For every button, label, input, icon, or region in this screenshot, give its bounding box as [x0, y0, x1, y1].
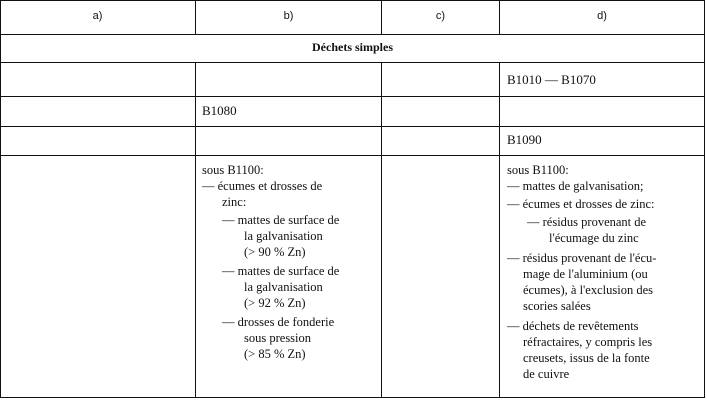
sub-list-item: — mattes de surface de	[222, 264, 340, 278]
code-b1090: B1090	[507, 132, 542, 147]
list-item-continuation: de cuivre	[523, 367, 570, 381]
list-item: — écumes et drosses de zinc:	[507, 197, 655, 211]
sub-list-item: — mattes de surface de	[222, 213, 340, 227]
code-b1080: B1080	[202, 103, 237, 118]
column-header-b: b)	[283, 10, 294, 22]
table-rule-title	[0, 62, 705, 63]
sub-list-item: — drosses de fonderie	[222, 315, 335, 329]
list-text: et	[258, 179, 268, 193]
list-item-continuation: zinc:	[222, 195, 247, 209]
list-text: — écumes	[202, 179, 256, 193]
table-rule-bottom	[0, 397, 705, 398]
list-heading: sous B1100:	[507, 163, 569, 177]
col-divider-ab	[195, 62, 196, 398]
column-header-a: a)	[92, 10, 103, 22]
table-rule-row3	[0, 155, 705, 156]
code-b1010-b1070: B1010 — B1070	[507, 72, 596, 87]
col-divider-cd	[499, 62, 500, 398]
sub-list-item-continuation: (> 85 % Zn)	[244, 347, 306, 361]
cell-b-b1100-list	[202, 162, 376, 362]
list-item: — mattes de galvanisation;	[507, 179, 644, 193]
sub-list-item-continuation: (> 90 % Zn)	[244, 245, 306, 259]
sub-list-item-continuation: (> 92 % Zn)	[244, 296, 306, 310]
list-item: — déchets de revêtements	[507, 319, 639, 333]
sub-list-item-continuation: la galvanisation	[244, 229, 323, 243]
sub-list-item-continuation: la galvanisation	[244, 280, 323, 294]
list-item	[202, 178, 376, 194]
list-item-continuation: scories salées	[523, 299, 591, 313]
sub-list-item-continuation: sous pression	[244, 331, 312, 345]
list-item-continuation: creusets, issus de la fonte	[523, 351, 650, 365]
sub-list-item: — résidus provenant de	[527, 215, 647, 229]
column-header-c: c)	[435, 10, 446, 22]
table-rule-left	[0, 0, 1, 398]
table-rule-row1	[0, 96, 705, 97]
sub-list-item-continuation: l'écumage du zinc	[549, 231, 639, 245]
list-item-continuation: réfractaires, y compris les	[523, 335, 653, 349]
list-heading: sous B1100:	[202, 163, 264, 177]
section-title: Déchets simples	[312, 40, 393, 54]
table-rule-right	[704, 0, 705, 398]
list-text: de	[310, 179, 323, 193]
table-rule-top	[0, 0, 705, 1]
list-item-continuation: écumes), à l'exclusion des	[523, 283, 653, 297]
cell-d-b1100-list	[507, 162, 699, 382]
list-text: drosses	[270, 179, 308, 193]
column-header-d: d)	[597, 10, 607, 22]
table-rule-header	[0, 34, 705, 35]
table-rule-row2	[0, 126, 705, 127]
col-divider-bc	[381, 62, 382, 398]
list-item-continuation: mage de l'aluminium (ou	[523, 267, 648, 281]
list-item: — résidus provenant de l'écu-	[507, 251, 657, 265]
